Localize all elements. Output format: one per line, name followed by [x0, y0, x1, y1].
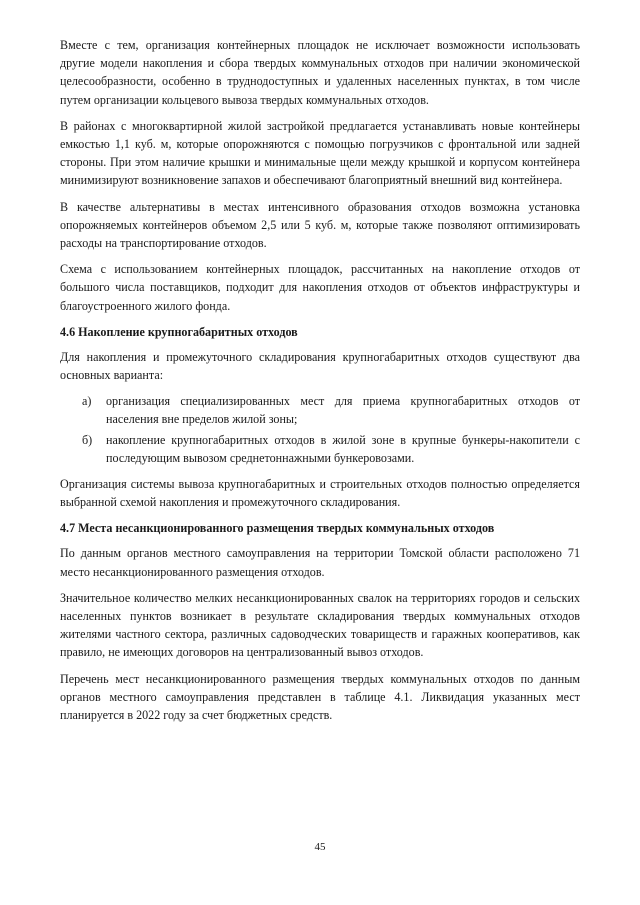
paragraph-alternative-models: Вместе с тем, организация контейнерных площадок не исключает возможности использовать другие модели накопления и сбора твердых коммунальных отходов при наличии экономической целесообразности, особенно в труднодоступных и удаленных населенных пунктах, в том числе путем организации кольцевого вывоза твердых коммунальных отходов.	[60, 38, 580, 107]
page-number: 45	[314, 841, 326, 853]
list-item	[82, 392, 580, 428]
paragraph-liquidation-plan: Перечень мест несанкционированного размещения твердых коммунальных отходов по данным органов местного самоуправления представлен в таблице 4.1. Ликвидация указанных мест планируется в 2022 году за счет бюджетных средств.	[60, 671, 580, 723]
paragraph-small-dumps: Значительное количество мелких несанкционированных свалок на территориях городов и сельских населенных пунктов возникает в результате складирования твердых коммунальных отходов жителями частного сектора, различных садоводческих товариществ и гаражных кооперативов, как правило, не имеющих договоров на централизованный вывоз отходов.	[60, 590, 580, 660]
document-page	[60, 36, 580, 732]
paragraph-bulky-waste-intro: Для накопления и промежуточного складирования крупногабаритных отходов существуют два основных варианта:	[60, 349, 580, 383]
list-marker: б)	[82, 432, 93, 447]
paragraph-large-containers: В качестве альтернативы в местах интенсивного образования отходов возможна установка опорожняемых контейнеров объемом 2,5 или 5 куб. м, которые также позволяют оптимизировать расходы на транспортирование отходов.	[60, 199, 580, 251]
section-heading-bulky-waste: 4.6 Накопление крупногабаритных отходов	[60, 324, 298, 339]
list-item-text: организация специализированных мест для приема крупногабаритных отходов от населения вне пределов жилой зоны;	[106, 394, 580, 427]
paragraph-multi-apartment-containers: В районах с многоквартирной жилой застройкой предлагается устанавливать новые контейнеры емкостью 1,1 куб. м, которые опорожняются с помощью погрузчиков с фронтальной или задней стороны. При этом наличие крышки и минимальные щели между крышкой и корпусом контейнера минимизируют возникновение запахов и обеспечивают благоприятный внешний вид контейнера.	[60, 118, 580, 188]
paragraph-container-scheme: Схема с использованием контейнерных площадок, рассчитанных на накопление отходов от большого числа поставщиков, подходит для накопления отходов от объектов инфраструктуры и благоустроенного жилого фонда.	[60, 262, 580, 313]
list-marker: а)	[82, 394, 92, 409]
paragraph-unauthorized-count: По данным органов местного самоуправления на территории Томской области расположено 71 место несанкционированного размещения отходов.	[60, 546, 580, 579]
list-item	[82, 431, 580, 467]
list-item-text: накопление крупногабаритных отходов в жилой зоне в крупные бункеры-накопители с последующим вывозом среднетоннажными бункеровозами.	[106, 432, 580, 465]
bulky-waste-options-list	[60, 392, 580, 467]
paragraph-bulky-waste-outro: Организация системы вывоза крупногабаритных и строительных отходов полностью определяется выбранной схемой накопления и промежуточного складирования.	[60, 477, 580, 510]
section-heading-unauthorized-disposal: 4.7 Места несанкционированного размещения твердых коммунальных отходов	[60, 521, 495, 536]
